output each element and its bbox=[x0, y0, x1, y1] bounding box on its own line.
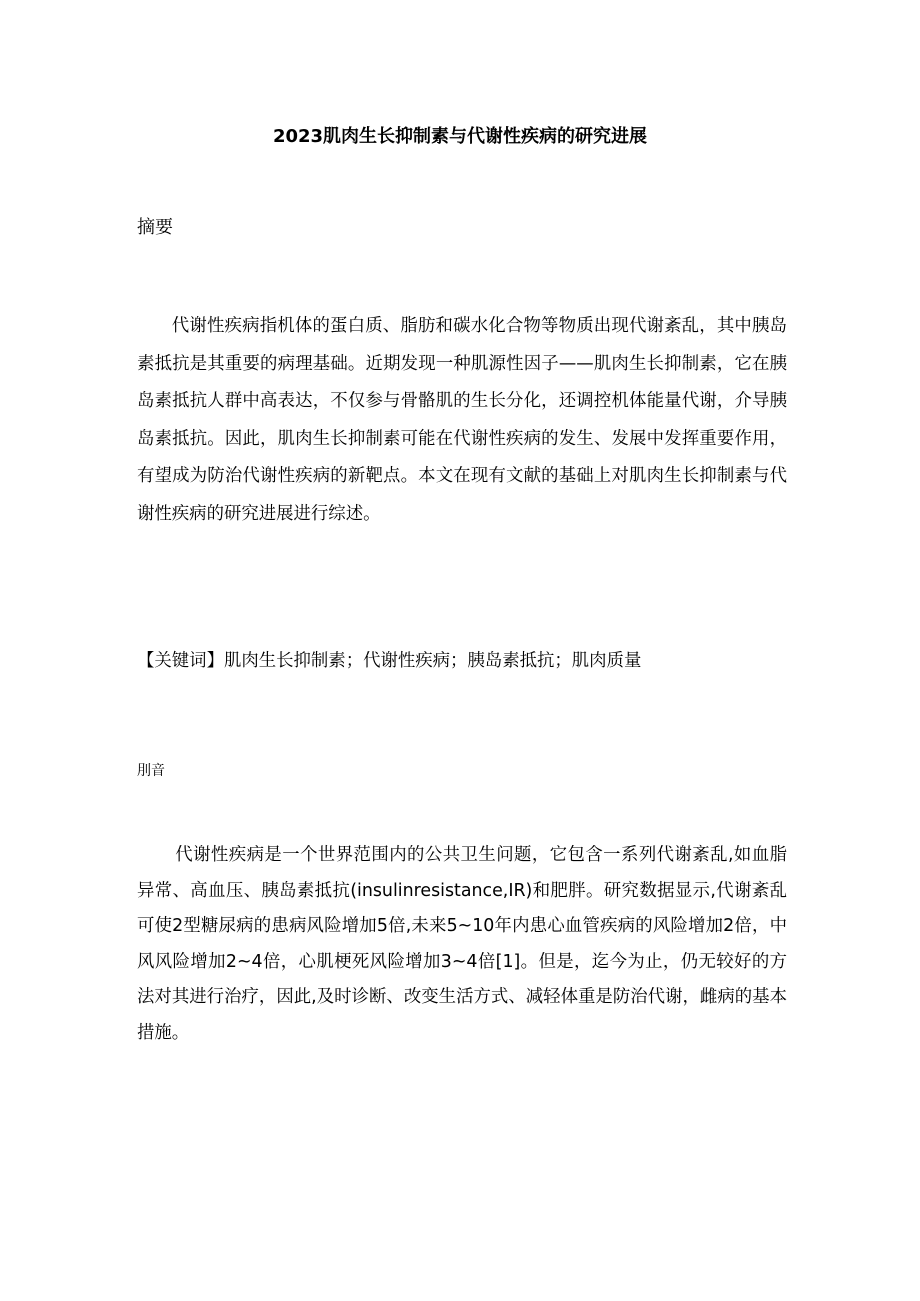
preface-heading: 刖音 bbox=[137, 763, 165, 779]
keywords-line: 【关键词】肌肉生长抑制素；代谢性疾病；胰岛素抵抗；肌肉质量 bbox=[137, 651, 642, 671]
abstract-heading: 摘要 bbox=[137, 217, 173, 238]
abstract-paragraph: 代谢性疾病指机体的蛋白质、脂肪和碳水化合物等物质出现代谢紊乱，其中胰岛素抵抗是其重要的病理基础。近期发现一种肌源性因子——肌肉生长抑制素，它在胰岛素抵抗人群中高表达，不仅参与骨骼肌的生长分化，还调控机体能量代谢，介导胰岛素抵抗。因此，肌肉生长抑制素可能在代谢性疾病的发生、发展中发挥重要作用，有望成为防治代谢性疾病的新靶点。本文在现有文献的基础上对肌肉生长抑制素与代谢性疾病的研究进展进行综述。 bbox=[137, 316, 787, 524]
document-title: 2023肌肉生长抑制素与代谢性疾病的研究进展 bbox=[272, 126, 648, 147]
intro-paragraph: 代谢性疾病是一个世界范围内的公共卫生问题，它包含一系列代谢紊乱,如血脂异常、高血压、胰岛素抵抗(insulinresistance,IR)和肥胖。研究数据显示,代谢紊乱可使2型糖尿病的患病风险增加5倍,未来5~10年内患心血管疾病的风险增加2倍，中风风险增加2~4倍，心肌梗死风险增加3~4倍[1]。但是，迄今为止，仍无较好的方法对其进行治疗，因此,及时诊断、改变生活方式、减轻体重是防治代谢，雌病的基本措施。 bbox=[137, 845, 787, 1043]
